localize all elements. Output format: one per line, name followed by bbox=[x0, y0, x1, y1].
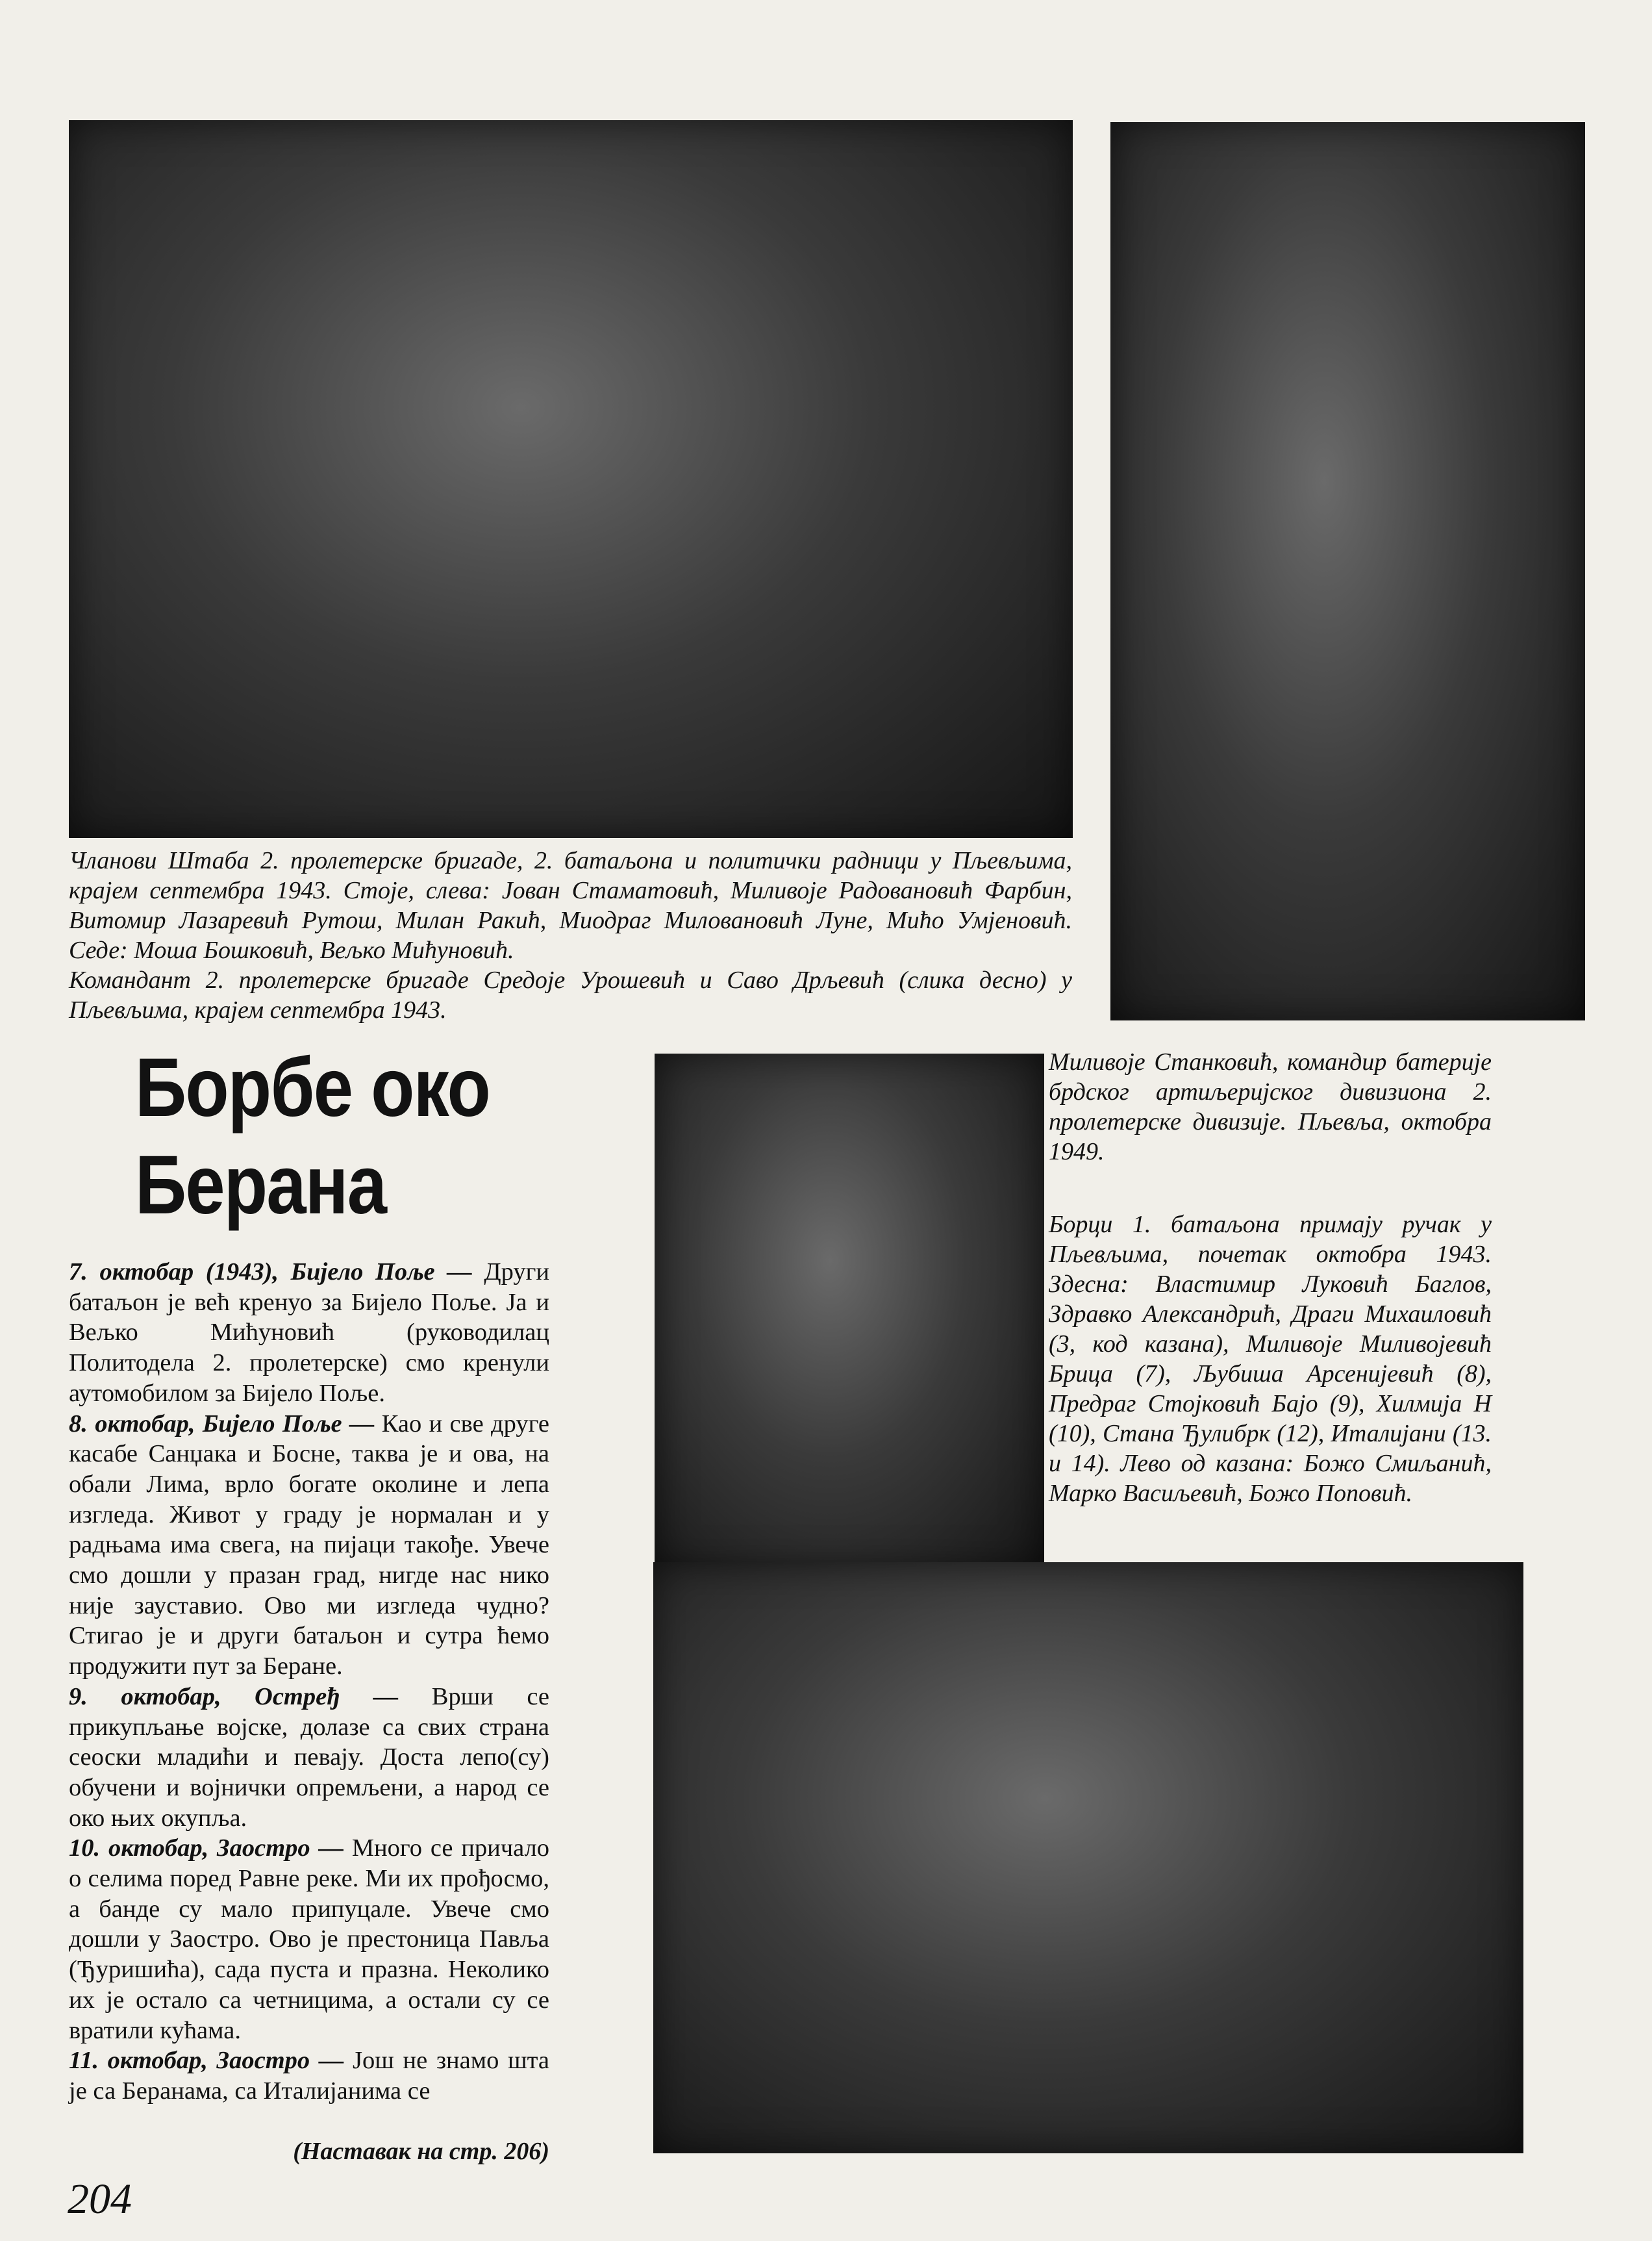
diary-date: 7. октобар (1943), Бијело Поље — bbox=[69, 1258, 472, 1285]
diary-entry bbox=[69, 1833, 549, 2045]
page-number: 204 bbox=[68, 2175, 132, 2223]
diary-text: Још не знамо шта је са Беранама, са Италијанима се bbox=[69, 2047, 549, 2105]
continued-note: (Наставак на стр. 206) bbox=[293, 2138, 549, 2165]
caption-lunch: Борци 1. батаљона примају ручак у Пљевљима, почетак октобра 1943. Здесна: Властимир Луковић Баглов, Здравко Александрић, Драги Михаиловић (3, код казана), Миливоје Миливојевић Брица (7), Љубиша Арсенијевић (8), Предраг Стојковић Бајо (9), Хилмија Н (10), Стана Ђулибрк (12), Италијани (13. и 14). Лево од казана: Божо Смиљанић, Марко Васиљевић, Божо Поповић. bbox=[1049, 1211, 1492, 1507]
photo-staff-group bbox=[69, 120, 1073, 838]
diary-entry bbox=[69, 2045, 549, 2106]
caption-top-para-2: Командант 2. пролетерске бригаде Средоје Урошевић и Саво Дрљевић (слика десно) у Пљевљима, крајем септембра 1943. bbox=[69, 967, 1072, 1024]
caption-top bbox=[69, 846, 1072, 1025]
diary-text: Други батаљон је већ кренуо за Бијело Поље. Ја и Вељко Мићуновић (руководилац Политодела 2. пролетерске) смо кренули аутомобилом за Бијело Поље. bbox=[69, 1258, 549, 1407]
caption-top-para-1: Чланови Штаба 2. пролетерске бригаде, 2. батаљона и политички радници у Пљевљима, крајем септембра 1943. Стоје, слева: Јован Стаматовић, Миливоје Радовановић Фарбин, Витомир Лазаревић Рутош, Милан Ракић, Миодраг Миловановић Луне, Мићо Умјеновић. Седе: Моша Бошковић, Вељко Мићуновић. bbox=[69, 847, 1072, 964]
diary-text: Много се причало о селима поред Равне реке. Ми их прођосмо, а банде су мало припуцале. Увече смо дошли у Заостро. Ово је престоница Павља (Ђуришића), сада пуста и празна. Неколико их је остало са четницима, а остали су се вратили кућама. bbox=[69, 1834, 549, 2044]
article-body bbox=[69, 1257, 549, 2107]
photo-lunch bbox=[653, 1562, 1523, 2153]
diary-date: 9. октобар, Остређ — bbox=[69, 1682, 399, 1710]
photo-two-officers bbox=[1110, 122, 1585, 1020]
diary-date: 8. октобар, Бијело Поље — bbox=[69, 1410, 375, 1437]
diary-entry bbox=[69, 1682, 549, 1834]
photo-portrait bbox=[655, 1054, 1044, 1571]
diary-date: 10. октобар, Заостро — bbox=[69, 1834, 344, 1862]
diary-text: Врши се прикупљање војске, долазе са свих страна сеоски младићи и певају. Доста лепо(су) обучени и војнички опремљени, а народ се око њих окупља. bbox=[69, 1682, 550, 1832]
diary-entry bbox=[69, 1409, 549, 1682]
diary-text: Као и све друге касабе Санџака и Босне, таква је и ова, на обали Лима, врло богате околине и лепа изгледа. Живот у граду је нормалан и у радњама има свега, на пијаци такође. Увече смо дошли у празан град, нигде нас нико није зауставио. Ово ми изгледа чудно? Стигао је и други батаљон и сутра ћемо продужити пут за Беране. bbox=[69, 1410, 549, 1680]
diary-date: 11. октобар, Заостро — bbox=[69, 2047, 344, 2075]
diary-entry bbox=[69, 1257, 549, 1409]
caption-portrait: Миливоје Станковић, командир батерије брдског артиљеријског дивизиона 2. пролетерске дивизије. Пљевља, октобра 1949. bbox=[1049, 1048, 1492, 1165]
article-title: Борбе око Берана bbox=[135, 1041, 490, 1232]
